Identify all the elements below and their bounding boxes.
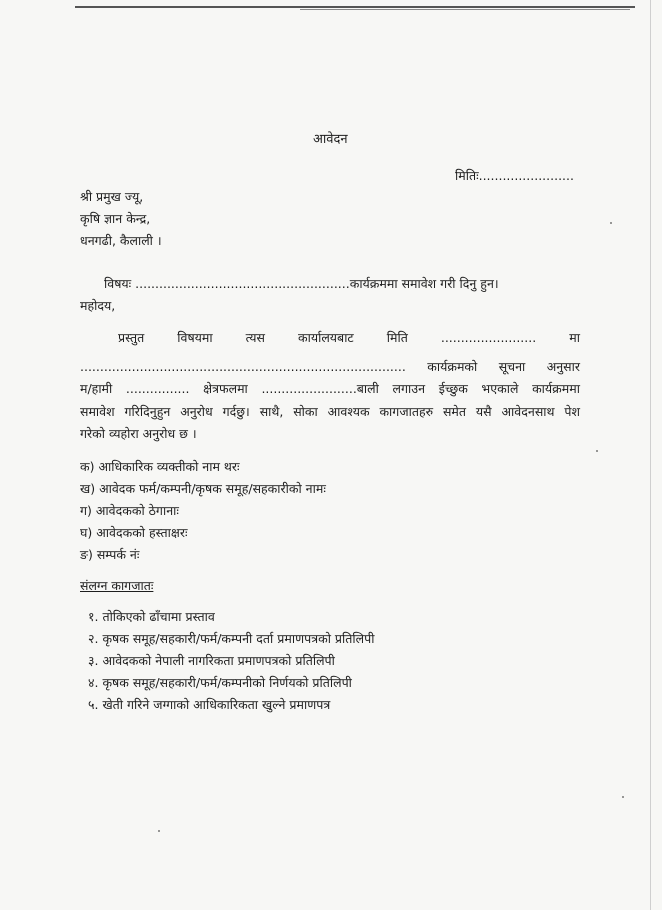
scan-speck — [158, 830, 160, 832]
scan-right-edge — [650, 0, 651, 910]
body-word: कार्यालयबाट — [298, 330, 354, 345]
field-contact-number: ङ) सम्पर्क नंः — [80, 547, 140, 562]
body-line-4 — [80, 404, 580, 420]
body-word: ईच्छुक — [438, 381, 468, 396]
scan-speck — [596, 450, 598, 452]
body-word: सूचना — [498, 359, 526, 374]
body-word: म/हामी — [80, 381, 113, 396]
body-word: आवश्यक — [327, 404, 370, 419]
addressee-line: श्री प्रमुख ज्यू, — [80, 189, 144, 204]
body-word: समेत — [442, 404, 467, 419]
body-word: ........................ — [440, 330, 537, 345]
scan-speck — [610, 222, 612, 224]
body-word: क्षेत्रफलमा — [203, 381, 248, 396]
body-word: सोका — [293, 404, 318, 419]
body-word: कागजातहरु — [379, 404, 434, 419]
body-word: कार्यक्रमको — [427, 359, 478, 374]
attachments-heading: संलग्न कागजातः — [80, 578, 154, 593]
salutation: महोदय, — [80, 298, 116, 313]
body-line-2 — [80, 359, 580, 375]
body-word: विषयमा — [177, 330, 213, 345]
body-word: अनुसार — [546, 359, 580, 374]
body-word: गर्दछु। — [222, 404, 250, 419]
body-word: .................................................................................. — [80, 359, 406, 374]
body-word: प्रस्तुत — [118, 330, 145, 345]
subject-line: विषयः ......................................................कार्यक्रममा समावेश गरी दिनु हुन। — [104, 276, 499, 291]
body-word: आवेदनसाथ — [501, 404, 555, 419]
body-word: मा — [569, 330, 580, 345]
body-word: अनुरोध — [180, 404, 213, 419]
body-word: गरेको व्यहोरा अनुरोध छ । — [80, 426, 197, 441]
attachment-item: ३. आवेदकको नेपाली नागरिकता प्रमाणपत्रको प्रतिलिपी — [88, 653, 335, 668]
body-line-1 — [118, 330, 580, 346]
body-word: कार्यक्रममा — [532, 381, 580, 396]
attachment-item: ४. कृषक समूह/सहकारी/फर्म/कम्पनीको निर्णयको प्रतिलिपी — [88, 675, 352, 690]
document-title: आवेदन — [313, 132, 348, 147]
body-word: साथै, — [259, 404, 284, 419]
body-word: मिति — [386, 330, 408, 345]
body-word: यसै — [475, 404, 492, 419]
body-line-3 — [80, 381, 580, 397]
body-word: भएकाले — [481, 381, 519, 396]
body-word: समावेश — [80, 404, 115, 419]
attachment-item: २. कृषक समूह/सहकारी/फर्म/कम्पनी दर्ता प्रमाणपत्रको प्रतिलिपी — [88, 631, 375, 646]
body-word: ................ — [125, 381, 190, 396]
field-authorized-person-name: क) आधिकारिक व्यक्तीको नाम थरः — [80, 459, 240, 474]
scan-top-rule-secondary — [300, 9, 630, 10]
scan-speck — [622, 796, 624, 798]
body-word: ........................बाली — [261, 381, 379, 396]
field-applicant-organization-name: ख) आवेदक फर्म/कम्पनी/कृषक समूह/सहकारीको नामः — [80, 481, 326, 496]
field-applicant-address: ग) आवेदकको ठेगानाः — [80, 503, 179, 518]
attachment-item: ५. खेती गरिने जग्गाको आधिकारिकता खुल्ने प्रमाणपत्र — [88, 697, 331, 712]
body-line-5 — [80, 426, 580, 442]
addressee-line: धनगढी, कैलाली । — [80, 233, 162, 248]
date-line: मितिः........................ — [455, 168, 574, 183]
body-word: गरिदिनुहुन — [124, 404, 171, 419]
field-applicant-signature: घ) आवेदकको हस्ताक्षरः — [80, 525, 188, 540]
body-word: पेश — [564, 404, 580, 419]
addressee-line: कृषि ज्ञान केन्द्र, — [80, 211, 151, 226]
scan-top-rule — [75, 6, 635, 8]
attachment-item: १. तोकिएको ढाँचामा प्रस्ताव — [88, 609, 215, 624]
body-word: लगाउन — [392, 381, 426, 396]
body-word: त्यस — [245, 330, 265, 345]
